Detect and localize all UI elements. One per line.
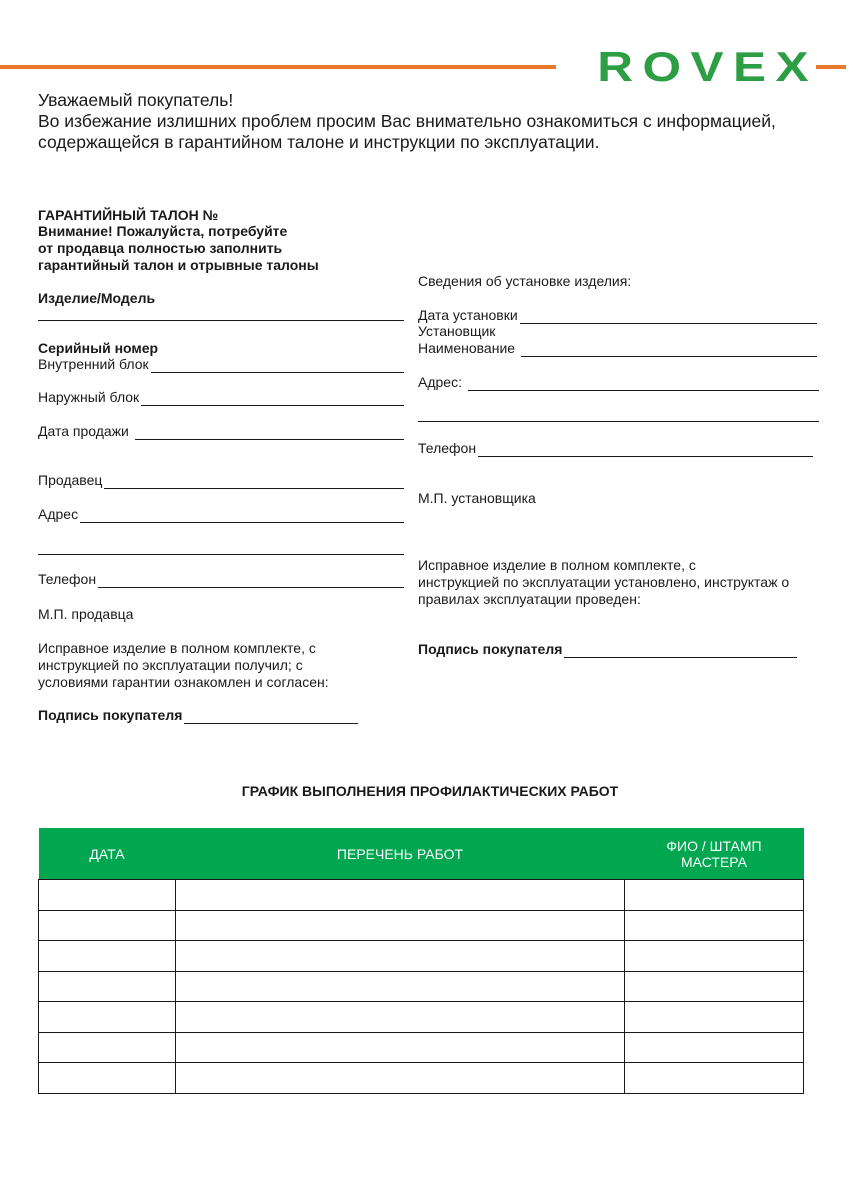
- master-cell[interactable]: [625, 1032, 804, 1063]
- maintenance-table: [38, 828, 804, 1094]
- right-signature-label: Подпись покупателя: [418, 641, 563, 657]
- left-signature-field[interactable]: [38, 707, 358, 724]
- outdoor-unit-label: Наружный блок: [38, 389, 140, 405]
- left-statement-line-1: Исправное изделие в полном комплекте, с: [38, 640, 316, 656]
- install-date-field[interactable]: [418, 307, 817, 324]
- install-date-label: Дата установки: [418, 307, 518, 323]
- left-statement-line-2: инструкцией по эксплуатации получил; с: [38, 657, 303, 673]
- table-row: [39, 1032, 804, 1063]
- seller-label: Продавец: [38, 472, 103, 488]
- install-phone-label: Телефон: [418, 440, 477, 456]
- left-signature-label: Подпись покупателя: [38, 707, 183, 723]
- master-cell[interactable]: [625, 1063, 804, 1094]
- install-address-field[interactable]: [418, 374, 819, 391]
- date-cell[interactable]: [39, 1002, 176, 1033]
- warranty-title: ГАРАНТИЙНЫЙ ТАЛОН №: [38, 207, 219, 223]
- notice-line-3: гарантийный талон и отрывные талоны: [38, 257, 319, 273]
- seller-field[interactable]: [38, 472, 404, 489]
- indoor-unit-field[interactable]: [38, 356, 404, 373]
- seller-address-label: Адрес: [38, 506, 79, 522]
- table-row: [39, 941, 804, 972]
- seller-phone-field[interactable]: [38, 571, 404, 588]
- table-row: [39, 1002, 804, 1033]
- intro-line-2: Во избежание излишних проблем просим Вас внимательно ознакомиться с информацией,: [38, 111, 776, 131]
- master-cell[interactable]: [625, 880, 804, 911]
- date-cell[interactable]: [39, 1063, 176, 1094]
- table-row: [39, 910, 804, 941]
- works-cell[interactable]: [176, 971, 625, 1002]
- date-cell[interactable]: [39, 1032, 176, 1063]
- installer-stamp-label: М.П. установщика: [418, 490, 536, 506]
- column-header-works: ПЕРЕЧЕНЬ РАБОТ: [176, 828, 625, 880]
- table-row: [39, 971, 804, 1002]
- product-model-field[interactable]: [38, 320, 404, 321]
- install-address-field-2[interactable]: [418, 421, 819, 422]
- rovex-logo: ROVEX: [597, 43, 818, 90]
- left-statement-line-3: условиями гарантии ознакомлен и согласен:: [38, 674, 329, 690]
- seller-address-field[interactable]: [38, 506, 404, 523]
- install-phone-field[interactable]: [418, 440, 813, 457]
- right-signature-field[interactable]: [418, 641, 797, 658]
- column-header-date: ДАТА: [39, 828, 176, 880]
- works-cell[interactable]: [176, 910, 625, 941]
- table-row: [39, 880, 804, 911]
- serial-number-label: Серийный номер: [38, 340, 159, 356]
- sale-date-label: Дата продажи: [38, 423, 129, 439]
- outdoor-unit-field[interactable]: [38, 389, 404, 406]
- works-cell[interactable]: [176, 941, 625, 972]
- date-cell[interactable]: [39, 910, 176, 941]
- install-info-label: Сведения об установке изделия:: [418, 273, 632, 289]
- master-cell[interactable]: [625, 1002, 804, 1033]
- master-cell[interactable]: [625, 910, 804, 941]
- table-header-row: [39, 828, 804, 880]
- intro-text: [38, 90, 776, 153]
- column-header-master: ФИО / ШТАМП МАСТЕРА: [625, 828, 804, 880]
- header-rule-left: [0, 65, 556, 69]
- installer-name-field[interactable]: [418, 340, 817, 357]
- works-cell[interactable]: [176, 1002, 625, 1033]
- sale-date-field[interactable]: [38, 423, 404, 440]
- schedule-title: ГРАФИК ВЫПОЛНЕНИЯ ПРОФИЛАКТИЧЕСКИХ РАБОТ: [241, 783, 619, 799]
- right-statement-line-1: Исправное изделие в полном комплекте, с: [418, 557, 696, 573]
- date-cell[interactable]: [39, 941, 176, 972]
- works-cell[interactable]: [176, 880, 625, 911]
- works-cell[interactable]: [176, 1032, 625, 1063]
- notice-line-2: от продавца полностью заполнить: [38, 240, 283, 256]
- date-cell[interactable]: [39, 971, 176, 1002]
- install-address-label: Адрес:: [418, 374, 462, 390]
- intro-line-3: содержащейся в гарантийном талоне и инструкции по эксплуатации.: [38, 132, 600, 152]
- installer-label: Установщик: [418, 323, 496, 339]
- seller-stamp-label: М.П. продавца: [38, 606, 134, 622]
- product-model-label: Изделие/Модель: [38, 290, 156, 306]
- seller-phone-label: Телефон: [38, 571, 97, 587]
- right-statement-line-3: правилах эксплуатации проведен:: [418, 591, 641, 607]
- date-cell[interactable]: [39, 880, 176, 911]
- master-cell[interactable]: [625, 941, 804, 972]
- seller-address-field-2[interactable]: [38, 554, 404, 555]
- right-statement-line-2: инструкцией по эксплуатации установлено, инструктаж о: [418, 574, 790, 590]
- table-row: [39, 1063, 804, 1094]
- notice-line-1: Внимание! Пожалуйста, потребуйте: [38, 223, 288, 239]
- installer-name-label: Наименование: [418, 340, 516, 356]
- intro-greeting: Уважаемый покупатель!: [38, 90, 234, 110]
- master-cell[interactable]: [625, 971, 804, 1002]
- indoor-unit-label: Внутренний блок: [38, 356, 149, 372]
- works-cell[interactable]: [176, 1063, 625, 1094]
